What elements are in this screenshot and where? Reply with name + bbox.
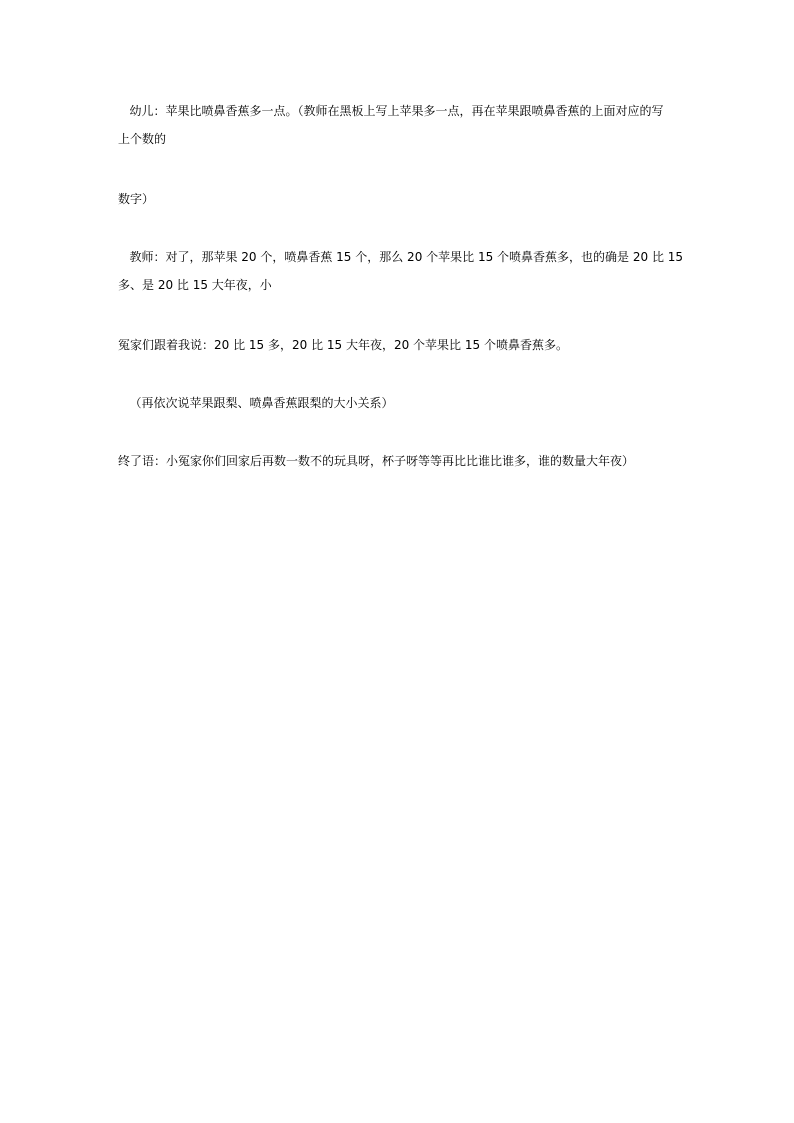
text-line: 数字） — [118, 192, 155, 206]
text-line: 上个数的 — [118, 132, 167, 146]
text-line: 教师：对了，那苹果 20 个，喷鼻香蕉 15 个，那么 20 个苹果比 15 个喷鼻香蕉多，也的确是 20 比 15 — [118, 250, 684, 264]
text-line: （再依次说苹果跟梨、喷鼻香蕉跟梨的大小关系） — [118, 396, 394, 410]
text-line: 幼儿：苹果比喷鼻香蕉多一点。（教师在黑板上写上苹果多一点，再在苹果跟喷鼻香蕉的上面对应的写 — [118, 104, 664, 118]
text-line: 冤家们跟着我说：20 比 15 多，20 比 15 大年夜，20 个苹果比 15 个喷鼻香蕉多。 — [118, 338, 568, 352]
text-line: 终了语：小冤家你们回家后再数一数不的玩具呀，杯子呀等等再比比谁比谁多，谁的数量大年夜） — [118, 454, 635, 468]
text-line: 多、是 20 比 15 大年夜，小 — [118, 278, 272, 292]
